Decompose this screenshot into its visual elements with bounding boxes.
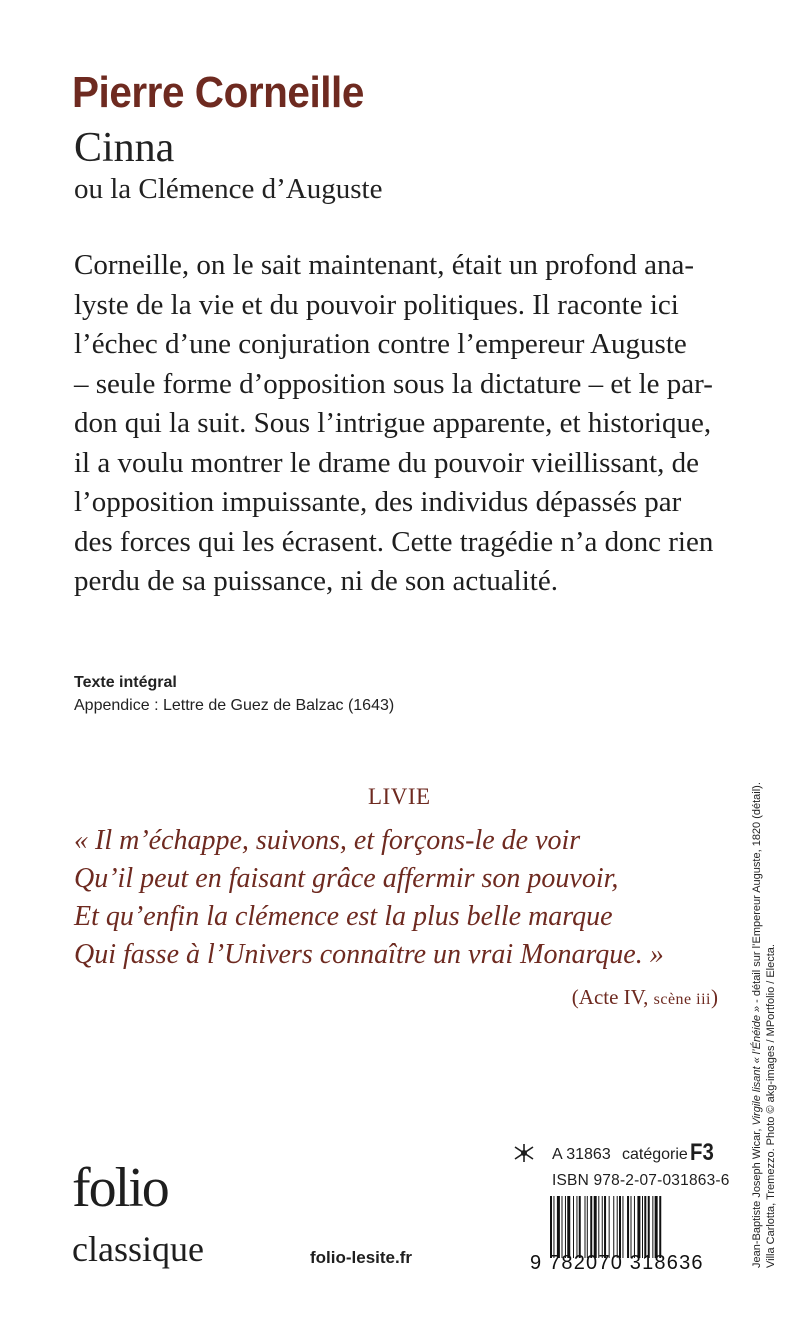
- appendix-note: Appendice : Lettre de Guez de Balzac (1643): [74, 697, 395, 714]
- barcode-digits: 9 782070 318636: [530, 1252, 704, 1274]
- barcode-bar: [587, 1196, 588, 1258]
- category-code: F3: [690, 1139, 714, 1166]
- barcode-bar: [576, 1196, 577, 1258]
- barcode-bar: [553, 1196, 554, 1258]
- book-title: Cinna: [74, 125, 175, 171]
- blurb-line: don qui la suit. Sous l’intrigue apparente, et historique,: [74, 407, 712, 439]
- barcode-bar: [648, 1196, 650, 1258]
- verse-line: Qui fasse à l’Univers connaître un vrai Monarque. »: [74, 939, 664, 970]
- publisher-website: folio-lesite.fr: [310, 1248, 413, 1267]
- barcode-bar: [619, 1196, 621, 1258]
- credit-line-1: Jean-Baptiste Joseph Wicar, Virgile lisant « l’Énéide » - détail sur l’Empereur Auguste, 1820 (détail).: [751, 782, 763, 1268]
- verse-line: Qu’il peut en faisant grâce affermir son pouvoir,: [74, 863, 619, 894]
- barcode-bar: [617, 1196, 618, 1258]
- blurb-line: l’opposition impuissante, des individus dépassés par: [74, 486, 682, 518]
- scene-number: scène iii: [653, 991, 711, 1008]
- blurb-line: Corneille, on le sait maintenant, était un profond ana-: [74, 249, 695, 281]
- category-label: catégorie: [622, 1146, 688, 1163]
- barcode-bar: [659, 1196, 661, 1258]
- isbn: ISBN 978-2-07-031863-6: [552, 1172, 730, 1189]
- barcode-bar: [594, 1196, 597, 1258]
- quote-citation: (Acte IV, scène iii): [571, 985, 718, 1009]
- verse-quote: [74, 822, 664, 974]
- barcode-bar: [550, 1196, 552, 1258]
- catalog-number: A 31863: [552, 1146, 611, 1163]
- edition-label: Texte intégral: [74, 674, 177, 691]
- verse-line: « Il m’échappe, suivons, et forçons-le de voir: [74, 825, 581, 856]
- blurb-line: – seule forme d’opposition sous la dictature – et le par-: [74, 367, 713, 400]
- barcode-bar: [627, 1196, 629, 1258]
- back-cover-blurb: [74, 246, 724, 602]
- barcode-bar: [579, 1196, 581, 1258]
- barcode-bar: [644, 1196, 646, 1258]
- folio-logo: folio: [72, 1157, 168, 1219]
- blurb-line: perdu de sa puissance, ni de son actualité.: [74, 565, 558, 597]
- verse-line: Et qu’enfin la clémence est la plus belle marque: [74, 901, 613, 932]
- blurb-line: il a voulu montrer le drame du pouvoir vieillissant, de: [74, 446, 699, 479]
- quote-speaker: LIVIE: [368, 784, 431, 809]
- barcode-bar: [562, 1196, 563, 1258]
- barcode-bar: [604, 1196, 606, 1258]
- barcode-bar: [567, 1196, 570, 1258]
- publisher-emblem-icon: [512, 1141, 536, 1165]
- barcode-bar: [637, 1196, 640, 1258]
- blurb-line: des forces qui les écrasent. Cette tragédie n’a donc rien: [74, 525, 714, 558]
- barcode-bar: [642, 1196, 643, 1258]
- classique-logo: classique: [72, 1229, 204, 1269]
- barcode-bar: [565, 1196, 566, 1258]
- barcode-bar: [602, 1196, 603, 1258]
- blurb-line: l’échec d’une conjuration contre l’empereur Auguste: [74, 328, 687, 360]
- barcode-bar: [622, 1196, 623, 1258]
- barcode-bar: [652, 1196, 653, 1258]
- barcode-bar: [631, 1196, 632, 1258]
- blurb-line: lyste de la vie et du pouvoir politiques. Il raconte ici: [74, 288, 679, 321]
- barcode-bar: [613, 1196, 614, 1258]
- barcode-graphic: [548, 1196, 720, 1258]
- book-subtitle: ou la Clémence d’Auguste: [74, 173, 383, 205]
- author-name: Pierre Corneille: [72, 68, 364, 117]
- barcode-bar: [585, 1196, 586, 1258]
- barcode-bar: [655, 1196, 658, 1258]
- barcode-bar: [634, 1196, 635, 1258]
- barcode-bar: [598, 1196, 599, 1258]
- barcode-bar: [557, 1196, 560, 1258]
- barcode-bar: [609, 1196, 610, 1258]
- image-credit: [750, 678, 778, 1268]
- credit-line-2: Villa Carlotta, Tremezzo. Photo © akg-images / MPortfolio / Electa.: [765, 944, 777, 1268]
- barcode-bar: [590, 1196, 592, 1258]
- barcode-bar: [573, 1196, 574, 1258]
